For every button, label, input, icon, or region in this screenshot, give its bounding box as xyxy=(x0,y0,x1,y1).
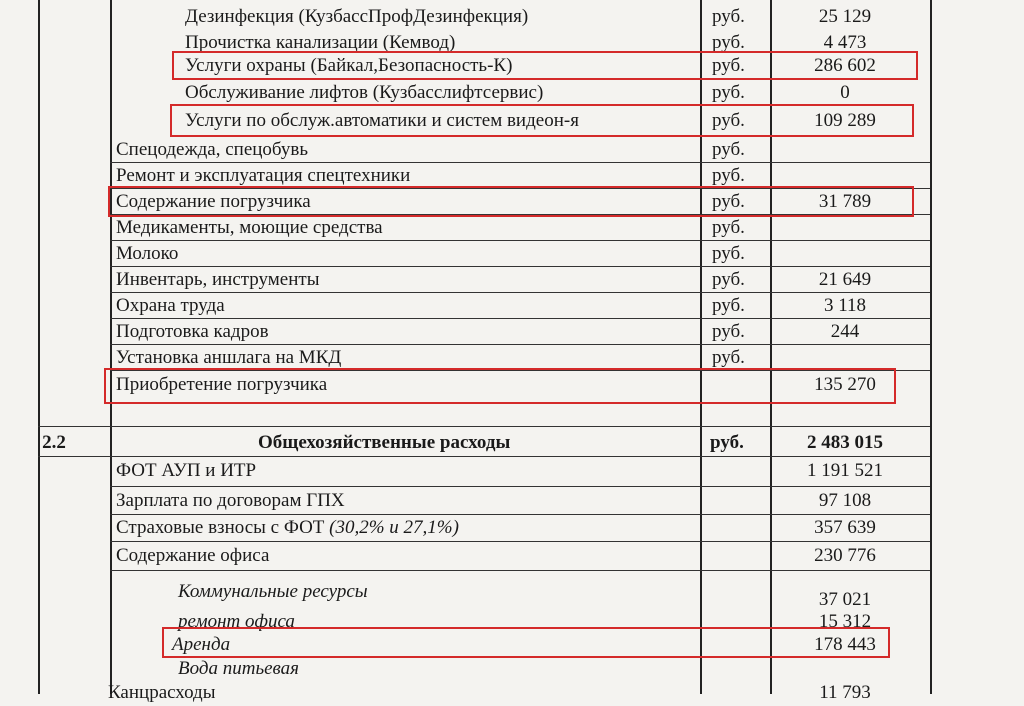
table-row xyxy=(0,458,940,484)
table-row xyxy=(0,267,940,293)
row-name: ФОТ АУП и ИТР xyxy=(116,460,257,481)
row-name: Приобретение погрузчика xyxy=(116,374,328,395)
row-value: 244 xyxy=(830,321,860,342)
row-divider xyxy=(110,570,930,571)
row-value: 11 793 xyxy=(819,682,871,703)
row-value: 230 776 xyxy=(814,545,876,566)
row-name: Спецодежда, спецобувь xyxy=(116,139,309,160)
row-name: Прочистка канализации (Кемвод) xyxy=(185,32,456,53)
row-name: Аренда xyxy=(172,634,231,655)
highlight-box xyxy=(104,368,896,404)
table-row xyxy=(0,680,940,706)
section-number: 2.2 xyxy=(42,432,66,453)
row-value: 0 xyxy=(840,82,850,103)
table-row xyxy=(0,656,940,682)
row-divider xyxy=(38,456,930,457)
table-row xyxy=(0,319,940,345)
row-value: 357 639 xyxy=(814,517,876,538)
row-value: 178 443 xyxy=(814,634,876,655)
row-name: Медикаменты, моющие средства xyxy=(116,217,383,238)
row-value: 1 191 521 xyxy=(807,460,883,481)
row-unit: руб. xyxy=(712,110,745,131)
table-row xyxy=(0,80,940,106)
row-unit: руб. xyxy=(712,217,745,238)
row-unit: руб. xyxy=(712,55,745,76)
table-row xyxy=(0,515,940,541)
row-value: 25 129 xyxy=(818,6,872,27)
row-divider xyxy=(110,514,930,515)
row-divider xyxy=(110,162,930,163)
row-value: 286 602 xyxy=(814,55,876,76)
row-name: ремонт офиса xyxy=(178,611,295,632)
row-divider xyxy=(110,318,930,319)
highlight-box xyxy=(162,627,890,658)
row-unit: руб. xyxy=(712,139,745,160)
row-value: 3 118 xyxy=(823,295,867,316)
row-name: Молоко xyxy=(116,243,179,264)
section-unit: руб. xyxy=(710,432,744,453)
row-name: Вода питьевая xyxy=(178,658,299,679)
row-value: 15 312 xyxy=(818,611,872,632)
row-name: Дезинфекция (КузбассПрофДезинфекция) xyxy=(185,6,529,27)
row-value: 4 473 xyxy=(823,32,867,53)
highlight-box xyxy=(108,186,914,217)
row-divider xyxy=(110,292,930,293)
highlight-box xyxy=(170,104,914,137)
row-divider xyxy=(110,486,930,487)
row-value: 135 270 xyxy=(814,374,876,395)
table-row xyxy=(0,543,940,569)
row-name: Канцрасходы xyxy=(108,682,216,703)
row-unit: руб. xyxy=(712,269,745,290)
row-name: Услуги по обслуж.автоматики и систем видеон-я xyxy=(185,110,579,131)
row-name: Услуги охраны (Байкал,Безопасность-К) xyxy=(185,55,513,76)
table-row xyxy=(0,4,940,30)
row-divider xyxy=(110,344,930,345)
row-name: Охрана труда xyxy=(116,295,225,316)
section-title: Общехозяйственные расходы xyxy=(258,432,511,453)
row-divider xyxy=(110,266,930,267)
row-name: Инвентарь, инструменты xyxy=(116,269,320,290)
row-divider xyxy=(38,426,930,427)
row-unit: руб. xyxy=(712,6,745,27)
row-name-note: (30,2% и 27,1%) xyxy=(329,517,459,538)
row-name: Содержание погрузчика xyxy=(116,191,311,212)
row-value: 97 108 xyxy=(818,490,872,511)
highlight-box xyxy=(172,51,918,80)
table-row xyxy=(0,293,940,319)
row-unit: руб. xyxy=(712,191,745,212)
table-row xyxy=(0,241,940,267)
table-row xyxy=(0,137,940,163)
row-unit: руб. xyxy=(712,32,745,53)
row-unit: руб. xyxy=(712,321,745,342)
row-value: 21 649 xyxy=(818,269,872,290)
row-name: Зарплата по договорам ГПХ xyxy=(116,490,345,511)
row-value: 37 021 xyxy=(818,589,872,610)
row-name: Подготовка кадров xyxy=(116,321,269,342)
row-name: Содержание офиса xyxy=(116,545,270,566)
row-unit: руб. xyxy=(712,295,745,316)
row-unit: руб. xyxy=(712,165,745,186)
row-name: Установка аншлага на МКД xyxy=(116,347,342,368)
row-divider xyxy=(110,240,930,241)
section-header-row xyxy=(0,430,940,456)
row-divider xyxy=(110,541,930,542)
table-row xyxy=(0,579,940,610)
table-row xyxy=(0,215,940,241)
row-unit: руб. xyxy=(712,347,745,368)
row-unit: руб. xyxy=(712,82,745,103)
table-row xyxy=(0,488,940,514)
row-name: Страховые взносы с ФОТ (30,2% и 27,1%) xyxy=(116,517,459,538)
row-value: 31 789 xyxy=(818,191,872,212)
row-unit: руб. xyxy=(712,243,745,264)
row-name: Ремонт и эксплуатация спецтехники xyxy=(116,165,411,186)
row-name: Коммунальные ресурсы xyxy=(178,581,368,602)
section-total: 2 483 015 xyxy=(807,432,883,453)
row-value: 109 289 xyxy=(814,110,876,131)
row-name: Обслуживание лифтов (Кузбасслифтсервис) xyxy=(185,82,544,103)
